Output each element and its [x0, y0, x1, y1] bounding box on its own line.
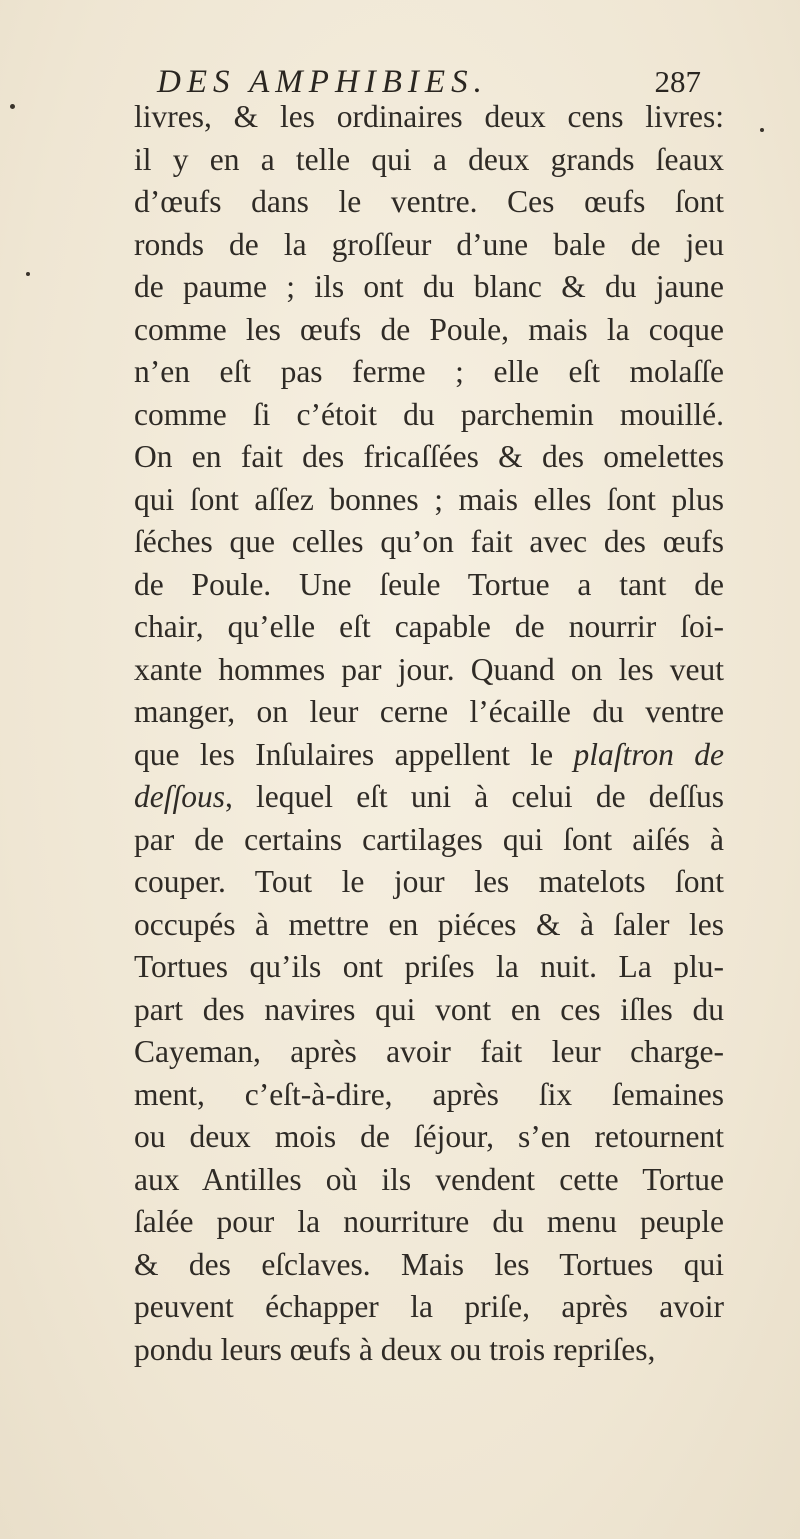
text-line: pondu leurs œufs à deux ou trois repriſes, [134, 1331, 656, 1367]
ink-speck [760, 128, 764, 132]
text-line: il y en a telle qui a deux grands ſeaux [134, 141, 724, 177]
text-line: de Poule. Une ſeule Tortue a tant de [134, 566, 724, 602]
text-line: n’en eſt pas ferme ; elle eſt molaſſe [134, 354, 724, 389]
text-line: qui ſont aſſez bonnes ; mais elles ſont plus [134, 481, 724, 517]
text-line: livres, & les ordinaires deux cens livres: [134, 99, 724, 134]
text-line: Tortues qu’ils ont priſes la nuit. La plu- [134, 949, 724, 984]
line-text: que les Inſulaires appellent le [134, 736, 554, 772]
text-line: xante hommes par jour. Quand on les veut [134, 651, 724, 687]
text-line: ſéches que celles qu’on fait avec des œufs [134, 524, 724, 559]
text-line-with-italic [134, 734, 724, 777]
text-line: aux Antilles où ils vendent cette Tortue [134, 1161, 724, 1197]
running-title: DES AMPHIBIES. [157, 64, 488, 100]
text-line: comme les œufs de Poule, mais la coque [134, 311, 724, 347]
page-number: 287 [654, 64, 701, 99]
text-line: & des eſclaves. Mais les Tortues qui [134, 1246, 724, 1282]
text-line: chair, qu’elle eſt capable de nourrir ſoi- [134, 609, 724, 644]
text-line: couper. Tout le jour les matelots ſont [134, 864, 724, 899]
body-text [134, 96, 724, 1371]
italic-term: plaſtron de [573, 736, 725, 772]
text-line: On en fait des fricaſſées & des omelettes [134, 439, 724, 474]
text-line: occupés à mettre en piéces & à ſaler les [134, 906, 724, 942]
text-line-with-italic [134, 776, 724, 819]
text-line: ou deux mois de ſéjour, s’en retournent [134, 1119, 724, 1154]
text-line: Cayeman, après avoir fait leur charge- [134, 1034, 724, 1069]
text-line: comme ſi c’étoit du parchemin mouillé. [134, 396, 724, 432]
text-line: part des navires qui vont en ces iſles du [134, 991, 724, 1027]
text-line: peuvent échapper la priſe, après avoir [134, 1289, 724, 1324]
text-line: par de certains cartilages qui ſont aiſés à [134, 821, 724, 857]
text-line: de paume ; ils ont du blanc & du jaune [134, 269, 724, 304]
text-line: manger, on leur cerne l’écaille du ventre [134, 694, 724, 729]
italic-term: deſſous [134, 779, 225, 814]
text-line: ſalée pour la nourriture du menu peuple [134, 1204, 724, 1239]
text-line: ronds de la groſſeur d’une bale de jeu [134, 226, 724, 262]
text-line: d’œufs dans le ventre. Ces œufs ſont [134, 184, 724, 219]
ink-speck [10, 104, 15, 109]
line-text: , lequel eſt uni à celui de deſſus [225, 779, 724, 814]
text-line: ment, c’eſt-à-dire, après ſix ſemaines [134, 1076, 724, 1112]
ink-speck [26, 272, 30, 276]
